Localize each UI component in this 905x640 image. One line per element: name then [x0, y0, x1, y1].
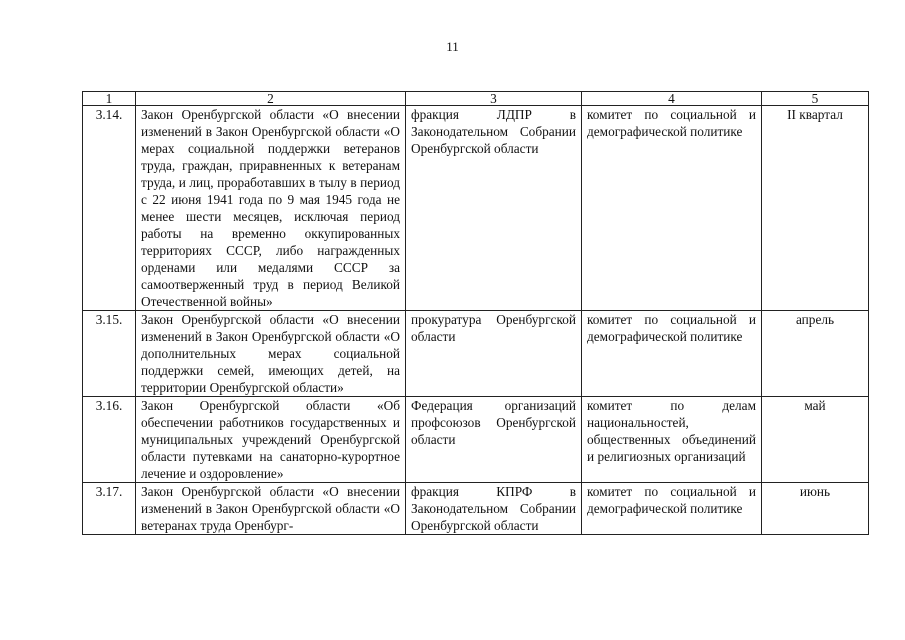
table-row: [83, 311, 869, 397]
initiator: Федерация организаций профсоюзов Оренбургской области: [406, 397, 582, 483]
initiator: прокуратура Оренбургской области: [406, 311, 582, 397]
row-number: 3.14.: [83, 106, 136, 311]
column-header-1: 1: [83, 92, 136, 106]
column-header-2: 2: [136, 92, 406, 106]
page-number: 11: [446, 39, 459, 54]
responsible-committee: комитет по социальной и демографической политике: [582, 106, 762, 311]
law-title: Закон Оренбургской области «Об обеспечении работников государственных и муниципальных учреждений Оренбургской области путевками на санаторно-курортное лечение и оздоровление»: [136, 397, 406, 483]
law-title: Закон Оренбургской области «О внесении изменений в Закон Оренбургской области «О ветеранах труда Оренбург-: [136, 483, 406, 535]
table-row: [83, 397, 869, 483]
law-title: Закон Оренбургской области «О внесении изменений в Закон Оренбургской области «О дополнительных мерах социальной поддержки семей, имеющих детей, на территории Оренбургской области»: [136, 311, 406, 397]
initiator: фракция ЛДПР в Законодательном Собрании Оренбургской области: [406, 106, 582, 311]
law-title: Закон Оренбургской области «О внесении изменений в Закон Оренбургской области «О мерах социальной поддержки ветеранов труда, граждан, приравненных к ветеранам труда, и лиц, проработавших в тылу в период с 22 июня 1941 года по 9 мая 1945 года не менее шести месяцев, исключая период работы на временно оккупированных территориях СССР, либо награжденных орденами или медалями СССР за самоотверженный труд в период Великой Отечественной войны»: [136, 106, 406, 311]
column-header-5: 5: [762, 92, 869, 106]
row-number: 3.15.: [83, 311, 136, 397]
term: май: [762, 397, 869, 483]
header-row: [83, 92, 869, 106]
initiator: фракция КПРФ в Законодательном Собрании Оренбургской области: [406, 483, 582, 535]
legislation-plan-table: [82, 91, 869, 535]
responsible-committee: комитет по социальной и демографической политике: [582, 311, 762, 397]
row-number: 3.16.: [83, 397, 136, 483]
row-number: 3.17.: [83, 483, 136, 535]
term: июнь: [762, 483, 869, 535]
responsible-committee: комитет по делам национальностей, общественных объединений и религиозных организаций: [582, 397, 762, 483]
term: II квартал: [762, 106, 869, 311]
column-header-3: 3: [406, 92, 582, 106]
table-row: [83, 483, 869, 535]
column-header-4: 4: [582, 92, 762, 106]
responsible-committee: комитет по социальной и демографической политике: [582, 483, 762, 535]
table-row: [83, 106, 869, 311]
term: апрель: [762, 311, 869, 397]
